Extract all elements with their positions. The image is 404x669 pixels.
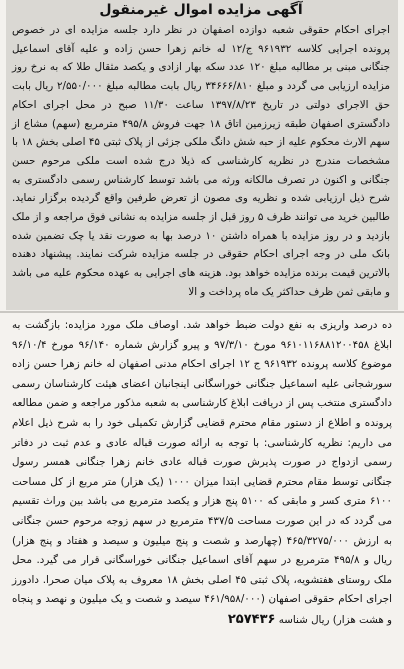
notice-text-part2-body: ده درصد واریزی به نفع دولت ضبط خواهد شد. اوصاف ملک مورد مزایده: بازگشت به ابلاغ ۹۶۱۰۱۱۶۸۸۱۲۰۰۴۵۸ مورخ ۹۷/۳/۱۰ و پیرو گزارش شماره ۹۶/۱۴۰ مورخ ۹۶/۱۰/۴ موضوع کلاسه پرونده ۹۶۱۹۳۲ ج ۱۲ اجرای احکام مدنی اصفهان له خانم زهرا حسن زاده سورشجانی علیه اسماعیل جنگانی خوراسگانی اینجانبان اعضای هیئت کارشناسان رسمی دادگستری منتخب پس از دریافت ابلاغ کارشناسی به شعبه مذکور مراجعه و ضمن مطالعه پرونده و اطلاع از دستور مقام محترم قضایی گزارش تکمیلی خود را به شرح ذیل اعلام می داریم: نظریه کارشناسی: با توجه به ارائه صورت قباله عادی و عدم ثبت در دفاتر رسمی ازدواج در صورت پذیرش صورت قباله عادی خانم زهرا جنگانی همسر رسول جنگانی توسط مقام محترم قضایی ابتدا میزان ۱۰۰۰ (یک هزار) متر مربع از کل مساحت ۶۱۰۰ متری کسر و مابقی که ۵۱۰۰ پنج هزار و یکصد مترمربع می باشد بین وراث تقسیم می گردد که در این صورت مساحت ۴۳۷/۵ مترمربع در سهم زوجه مرحوم حسن جنگانی به ارزش ۴۶۵/۳۲۷۵/۰۰۰ (چهارصد و شصت و پنج میلیون و سیصد و هفتاد و پنج هزار) ریال و ۴۹۵/۸ مترمربع در سهم آقای اسماعیل جنگانی خوراسگانی قرار می گیرد. محل ملک روستای هفتشویه، پلاک ثبتی ۴۵ اصلی بخش ۱۸ معروف به پلاک میان صحرا. دادورز اجرای احکام حقوقی اصفهان: [12, 319, 392, 606]
notice-upper-block: [6, 0, 398, 310]
notice-text-part2: [12, 316, 392, 631]
notice-text-part1: اجرای احکام حقوقی شعبه دوازده اصفهان در نظر دارد جلسه مزایده ای در خصوص پرونده اجرایی کلاسه ۹۶۱۹۳۲ ج/۱۲ له خانم زهرا حسن زاده و علیه آقای اسماعیل جنگانی مبنی بر مطالبه مبلغ ۱۲۰ عدد سکه بهار ازادی و یکصد مثقال طلا که به نرخ روز مزایده ارزیابی می گردد و مبلغ ۳۴۶۶۶/۸۱۰ ریال بابت مطالبه مبلغ ۲/۵۵۰/۰۰۰ ریال بابت حق الاجرای دولتی در تاریخ ۱۳۹۷/۸/۲۳ ساعت ۱۱/۳۰ صبح در محل اجرای احکام دادگستری اصفهان طبقه زیرزمین اتاق ۱۸ جهت فروش ۴۹۵/۸ مترمربع (سهم) مشاع از سهم الارث محکوم علیه از حبه شش دانگ ملکی جزئی از پلاک ثبتی ۴۵ اصلی بخش ۱۸ با مشخصات مندرج در نظریه کارشناسی که ذیلا درج شده است ملکی مرحوم حسن جنگانی و اکنون در تصرف مالکانه ورثه می باشد توسط کارشناس رسمی دادگستری به شرح ذیل ارزیابی شده و نظریه وی مصون از تعرض طرفین واقع گردیده برگزار نماید. طالبین خرید می توانند ظرف ۵ روز قبل از جلسه مزایده به نشانی فوق مراجعه و از ملک بازدید و در روز مزایده با همراه داشتن ۱۰ درصد بها به صورت نقد یا چک تضمین شده بانک ملی در وجه اجرای احکام حقوقی در جلسه مزایده شرکت نمایند. پیشنهاد دهنده بالاترین قیمت برنده مزایده خواهد بود. هزینه های اجرایی به عهده محکوم علیه می باشد و مابقی ثمن ظرف حداکثر یک ماه پرداخت و الا: [12, 24, 390, 298]
valuation-text: (۴۶۱/۹۵۸/۰۰۰ سیصد و شصت و یک میلیون و نهصد و پنجاه و هشت هزار) ریال: [12, 593, 392, 626]
notice-title: آگهی مزایده اموال غیرمنقول: [99, 2, 303, 18]
id-label: شناسه: [278, 613, 308, 626]
id-number: ۲۵۷۴۳۶: [227, 611, 276, 627]
divider: [0, 311, 404, 313]
notice-lower-block: [6, 316, 398, 666]
